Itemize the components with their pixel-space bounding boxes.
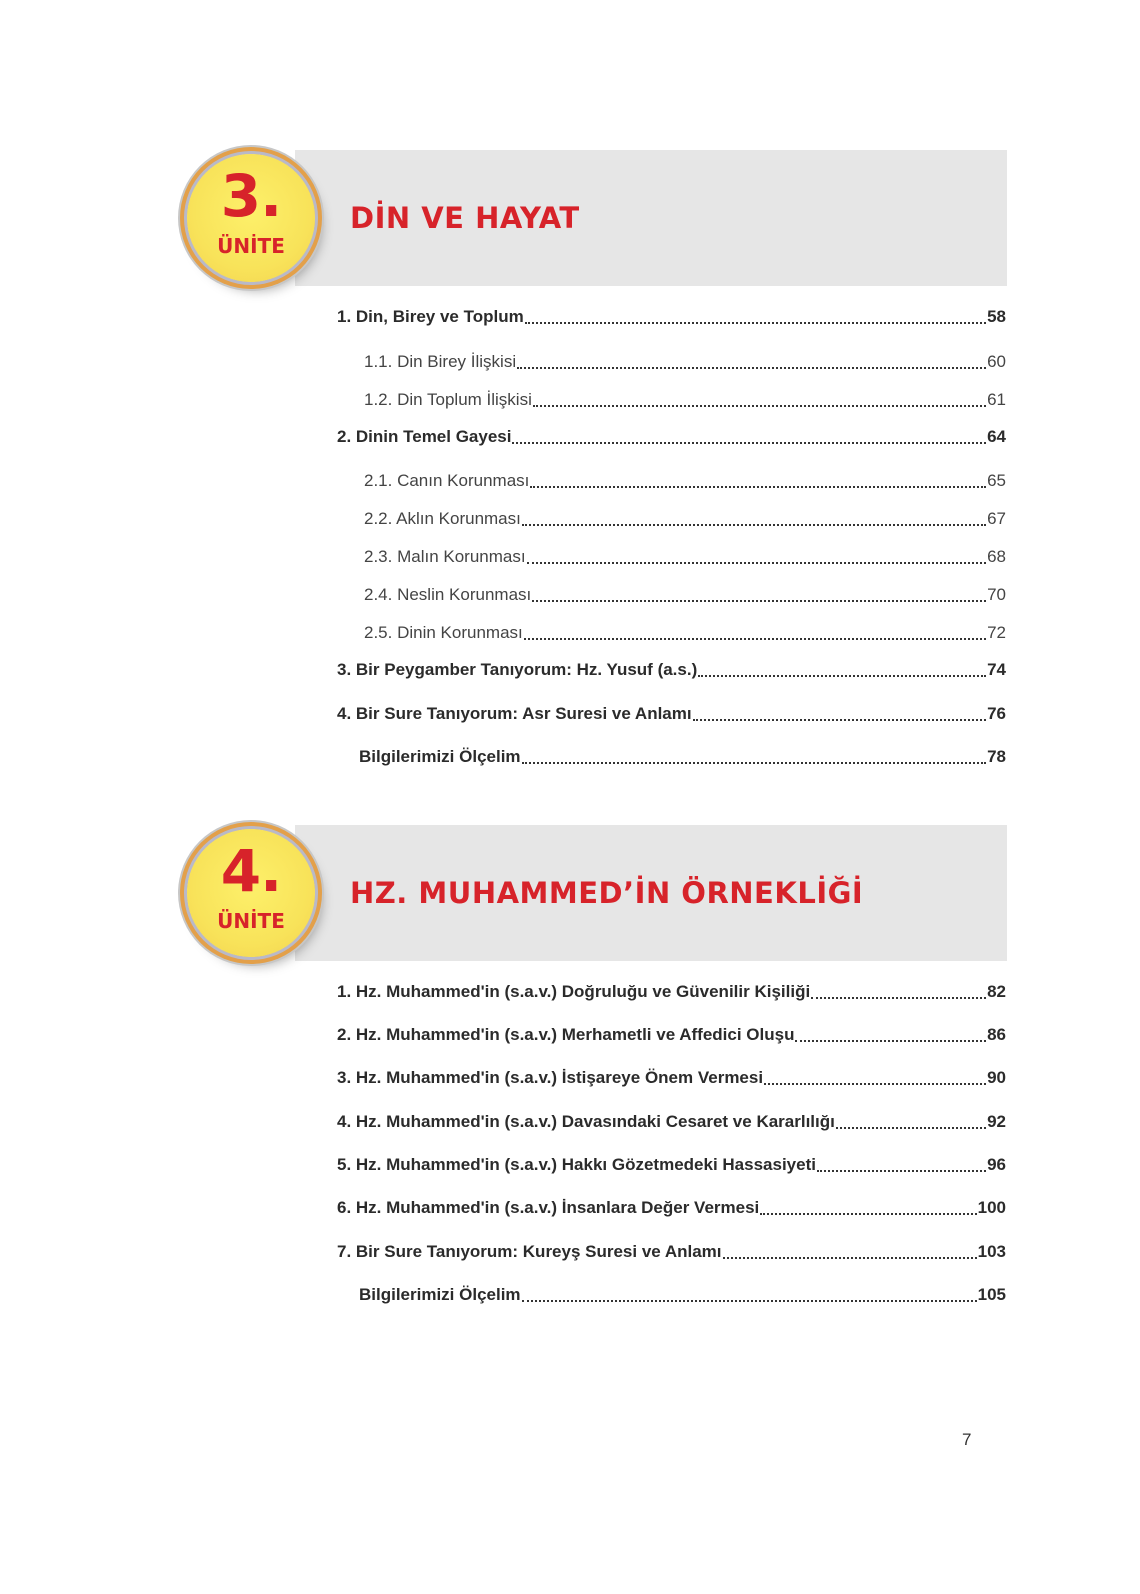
toc-entry[interactable]: 1.1. Din Birey İlişkisi 60 bbox=[337, 350, 1006, 374]
dot-leader bbox=[522, 762, 987, 764]
page-ref: 105 bbox=[977, 1285, 1006, 1304]
page-ref: 90 bbox=[987, 1068, 1006, 1087]
dot-leader bbox=[811, 997, 986, 999]
page-ref: 70 bbox=[987, 585, 1006, 604]
unit-badge bbox=[187, 154, 315, 282]
dot-leader bbox=[764, 1083, 986, 1085]
dot-leader bbox=[530, 486, 986, 488]
toc-entry[interactable]: 5. Hz. Muhammed'in (s.a.v.) Hakkı Gözetmedeki Hassasiyeti 96 bbox=[337, 1153, 1006, 1177]
toc-entry[interactable]: Bilgilerimizi Ölçelim 78 bbox=[337, 745, 1006, 769]
toc-entry[interactable]: 2. Dinin Temel Gayesi 64 bbox=[337, 425, 1006, 449]
dot-leader bbox=[836, 1127, 986, 1129]
dot-leader bbox=[522, 1300, 977, 1302]
unit-4-header bbox=[185, 825, 1007, 965]
dot-leader bbox=[760, 1213, 976, 1215]
dot-leader bbox=[698, 675, 986, 677]
page-ref: 74 bbox=[987, 660, 1006, 679]
unit-label: ÜNİTE bbox=[217, 909, 285, 933]
page-ref: 96 bbox=[987, 1155, 1006, 1174]
page-ref: 65 bbox=[987, 471, 1006, 490]
page-ref: 86 bbox=[987, 1025, 1006, 1044]
page-ref: 103 bbox=[977, 1242, 1006, 1261]
toc-entry[interactable]: 2. Hz. Muhammed'in (s.a.v.) Merhametli ve Affedici Oluşu 86 bbox=[337, 1023, 1006, 1047]
page-ref: 92 bbox=[987, 1112, 1006, 1131]
unit-3-header bbox=[185, 150, 1007, 290]
unit-title: HZ. MUHAMMED’İN ÖRNEKLİĞİ bbox=[350, 876, 864, 910]
toc-entry[interactable]: 7. Bir Sure Tanıyorum: Kureyş Suresi ve Anlamı 103 bbox=[337, 1240, 1006, 1264]
dot-leader bbox=[517, 367, 986, 369]
toc-entry[interactable]: 2.5. Dinin Korunması 72 bbox=[337, 621, 1006, 645]
dot-leader bbox=[524, 638, 986, 640]
toc-entry[interactable]: 1. Hz. Muhammed'in (s.a.v.) Doğruluğu ve Güvenilir Kişiliği 82 bbox=[337, 980, 1006, 1004]
page-ref: 67 bbox=[987, 509, 1006, 528]
dot-leader bbox=[723, 1257, 977, 1259]
toc-entry[interactable]: 1.2. Din Toplum İlişkisi 61 bbox=[337, 388, 1006, 412]
toc-entry[interactable]: 1. Din, Birey ve Toplum 58 bbox=[337, 305, 1006, 329]
dot-leader bbox=[795, 1040, 986, 1042]
page-ref: 82 bbox=[987, 982, 1006, 1001]
page-ref: 61 bbox=[987, 390, 1006, 409]
dot-leader bbox=[817, 1170, 986, 1172]
toc-entry[interactable]: 6. Hz. Muhammed'in (s.a.v.) İnsanlara Değer Vermesi 100 bbox=[337, 1196, 1006, 1220]
toc-entry[interactable]: 3. Bir Peygamber Tanıyorum: Hz. Yusuf (a.s.) 74 bbox=[337, 658, 1006, 682]
dot-leader bbox=[512, 442, 986, 444]
page-ref: 72 bbox=[987, 623, 1006, 642]
dot-leader bbox=[532, 600, 986, 602]
unit-badge bbox=[187, 829, 315, 957]
page-ref: 78 bbox=[987, 747, 1006, 766]
page-ref: 76 bbox=[987, 704, 1006, 723]
dot-leader bbox=[533, 405, 986, 407]
unit-number: 4. bbox=[220, 837, 282, 905]
page-ref: 58 bbox=[987, 307, 1006, 326]
toc-entry[interactable]: 2.1. Canın Korunması 65 bbox=[337, 469, 1006, 493]
dot-leader bbox=[693, 719, 986, 721]
dot-leader bbox=[522, 524, 986, 526]
toc-entry[interactable]: 2.2. Aklın Korunması 67 bbox=[337, 507, 1006, 531]
toc-entry[interactable]: 4. Bir Sure Tanıyorum: Asr Suresi ve Anlamı 76 bbox=[337, 702, 1006, 726]
toc-entry[interactable]: 3. Hz. Muhammed'in (s.a.v.) İstişareye Önem Vermesi 90 bbox=[337, 1066, 1006, 1090]
dot-leader bbox=[527, 562, 987, 564]
dot-leader bbox=[525, 322, 986, 324]
unit-title: DİN VE HAYAT bbox=[350, 201, 580, 235]
toc-entry[interactable]: 4. Hz. Muhammed'in (s.a.v.) Davasındaki Cesaret ve Kararlılığı 92 bbox=[337, 1110, 1006, 1134]
toc-entry[interactable]: 2.4. Neslin Korunması 70 bbox=[337, 583, 1006, 607]
page-number: 7 bbox=[962, 1430, 972, 1449]
page-ref: 100 bbox=[977, 1198, 1006, 1217]
toc-entry[interactable]: 2.3. Malın Korunması 68 bbox=[337, 545, 1006, 569]
page-ref: 68 bbox=[987, 547, 1006, 566]
unit-label: ÜNİTE bbox=[217, 234, 285, 258]
unit-number: 3. bbox=[220, 162, 282, 230]
page-ref: 60 bbox=[987, 352, 1006, 371]
toc-entry[interactable]: Bilgilerimizi Ölçelim 105 bbox=[337, 1283, 1006, 1307]
page-ref: 64 bbox=[987, 427, 1006, 446]
